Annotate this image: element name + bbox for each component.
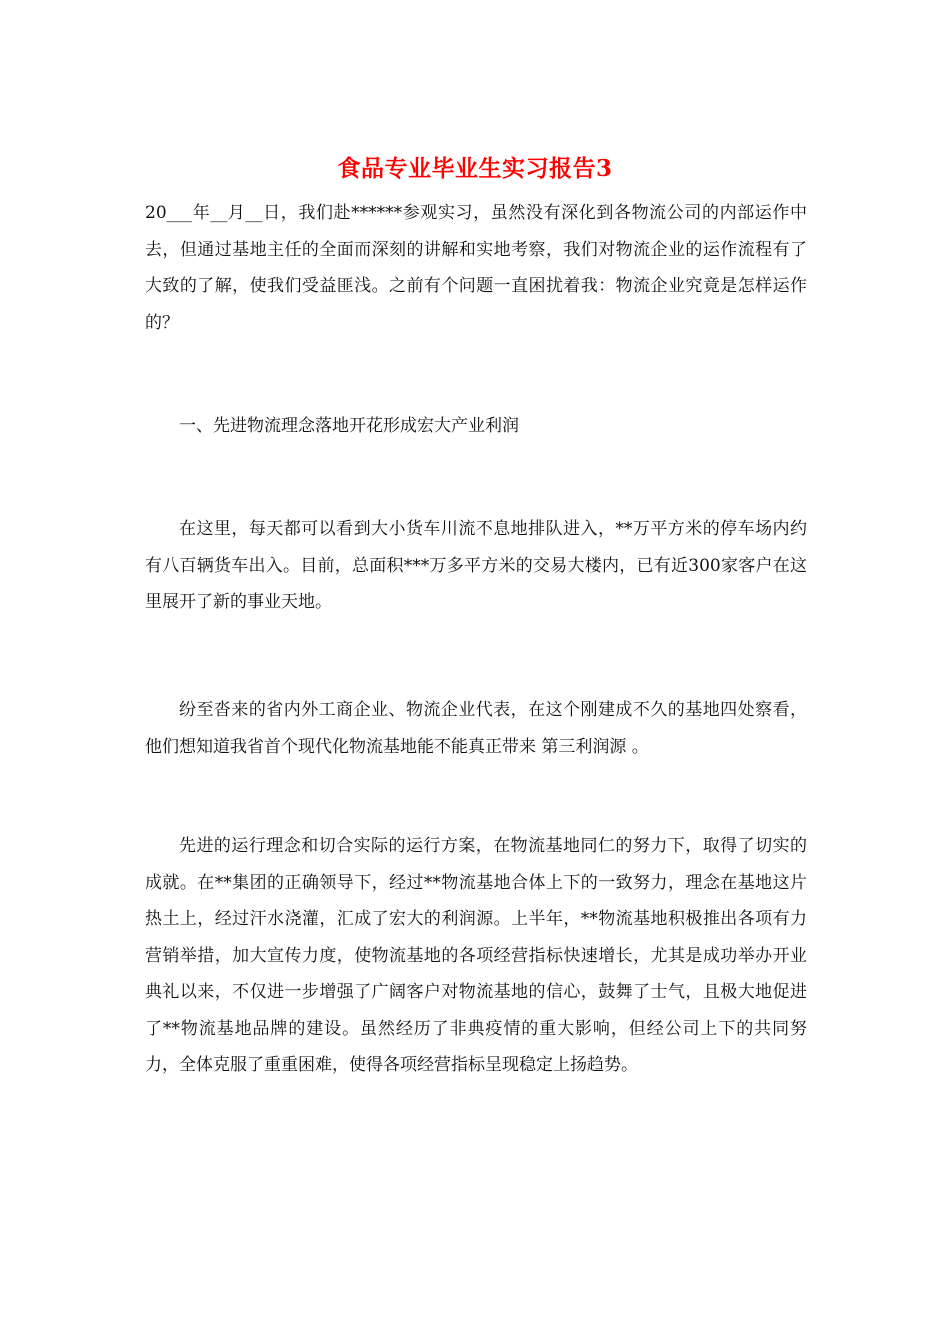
paragraph-intro: 20___年__月__日，我们赴******参观实习，虽然没有深化到各物流公司的内部运作中去，但通过基地主任的全面而深刻的讲解和实地考察，我们对物流企业的运作流程有了大致的了解，使我们受益匪浅。之前有个问题一直困扰着我：物流企业究竟是怎样运作的？ bbox=[145, 203, 807, 333]
paragraph-second: 纷至沓来的省内外工商企业、物流企业代表，在这个刚建成不久的基地四处察看，他们想知道我省首个现代化物流基地能不能真正带来 第三利润源 。 bbox=[145, 700, 807, 757]
section-heading: 一、先进物流理念落地开花形成宏大产业利润 bbox=[179, 416, 519, 436]
paragraph-third: 先进的运行理念和切合实际的运行方案，在物流基地同仁的努力下，取得了切实的成就。在**集团的正确领导下，经过**物流基地合体上下的一致努力，理念在基地这片热土上，经过汗水浇灌，汇成了宏大的利润源。上半年，**物流基地积极推出各项有力营销举措，加大宣传力度，使物流基地的各项经营指标快速增长，尤其是成功举办开业典礼以来，不仅进一步增强了广阔客户对物流基地的信心，鼓舞了士气，且极大地促进了**物流基地品牌的建设。虽然经历了非典疫情的重大影响，但经公司上下的共同努力，全体克服了重重困难，使得各项经营指标呈现稳定上扬趋势。 bbox=[145, 836, 807, 1075]
paragraph-first: 在这里，每天都可以看到大小货车川流不息地排队进入，**万平方米的停车场内约有八百辆货车出入。目前，总面积***万多平方米的交易大楼内，已有近300家客户在这里展开了新的事业天地。 bbox=[145, 519, 807, 612]
document-title: 食品专业毕业生实习报告3 bbox=[337, 155, 613, 182]
